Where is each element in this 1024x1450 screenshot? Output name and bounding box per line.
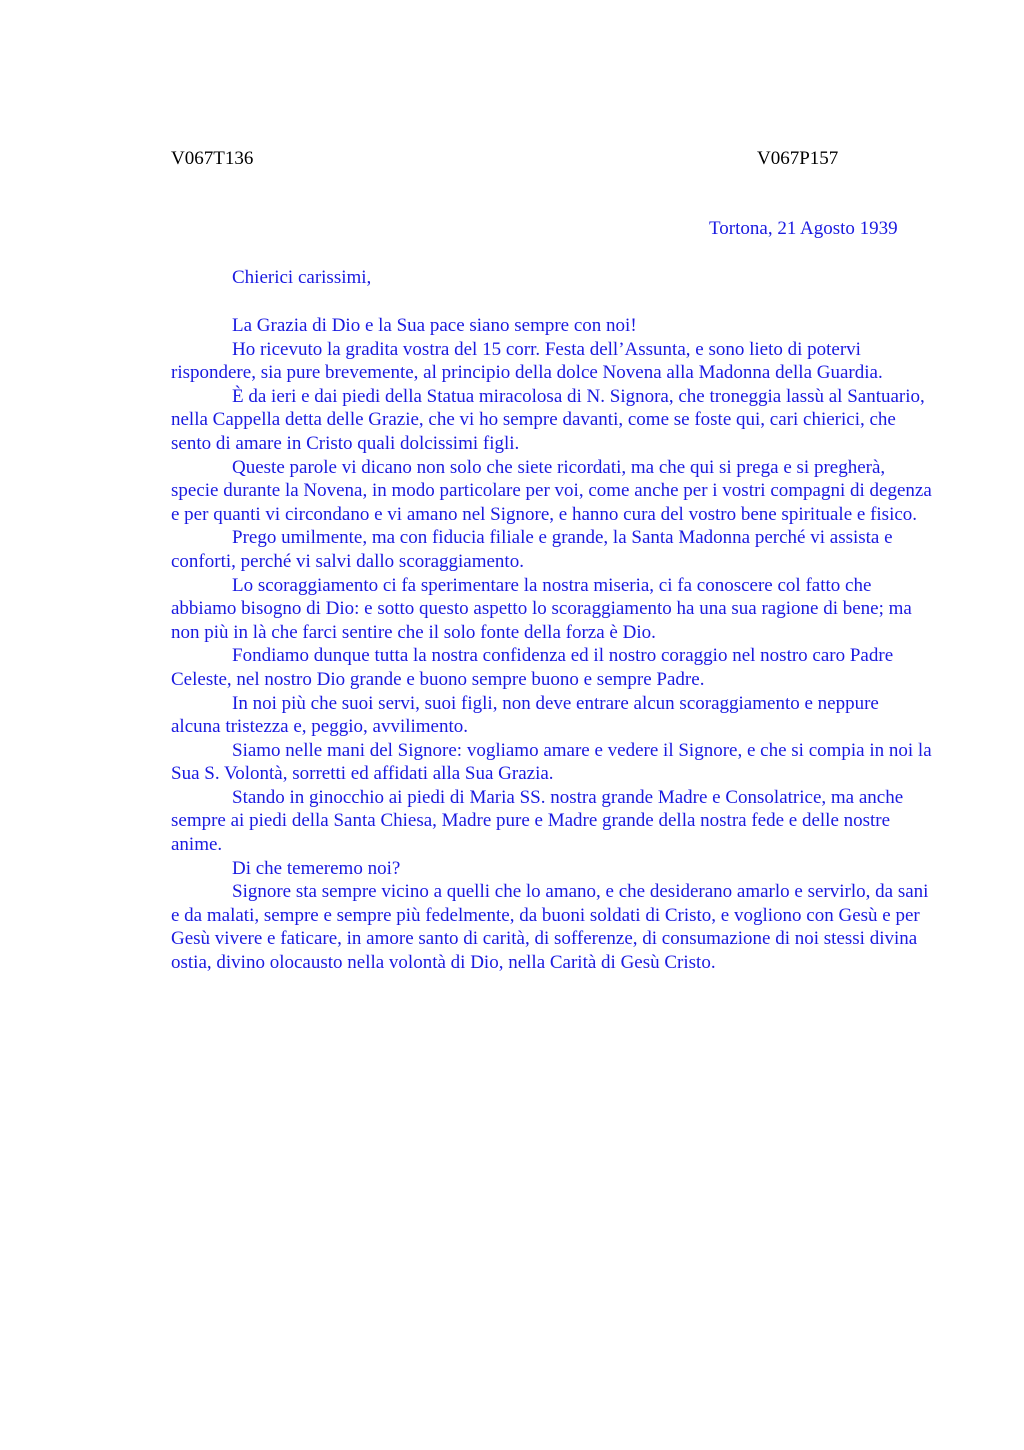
- place-and-date: Tortona, 21 Agosto 1939: [709, 218, 898, 239]
- salutation: Chierici carissimi,: [232, 267, 372, 288]
- paragraph: In noi più che suoi servi, suoi figli, non deve entrare alcun scoraggiamento e neppure alcuna tristezza e, peggio, avvilimento.: [171, 692, 879, 738]
- document-code-left: V067T136: [171, 148, 254, 169]
- paragraph: Di che temeremo noi?: [232, 857, 401, 879]
- paragraph: Ho ricevuto la gradita vostra del 15 corr. Festa dell’Assunta, e sono lieto di potervi rispondere, sia pure brevemente, al principio della dolce Novena alla Madonna della Guardia.: [171, 338, 883, 384]
- paragraph: È da ieri e dai piedi della Statua miracolosa di N. Signora, che troneggia lassù al Santuario, nella Cappella detta delle Grazie, che vi ho sempre davanti, come se foste qui, cari chierici, che sento di amare in Cristo quali dolcissimi figli.: [171, 385, 925, 454]
- paragraph: Prego umilmente, ma con fiducia filiale e grande, la Santa Madonna perché vi assista e conforti, perché vi salvi dallo scoraggiamento.: [171, 527, 893, 572]
- paragraph: Siamo nelle mani del Signore: vogliamo amare e vedere il Signore, e che si compia in noi la Sua S. Volontà, sorretti ed affidati alla Sua Grazia.: [171, 739, 932, 785]
- paragraph: Stando in ginocchio ai piedi di Maria SS. nostra grande Madre e Consolatrice, ma anche sempre ai piedi della Santa Chiesa, Madre pure e Madre grande della nostra fede e delle nostre anime.: [171, 786, 904, 856]
- paragraph: Signore sta sempre vicino a quelli che lo amano, e che desiderano amarlo e servirlo, da sani e da malati, sempre e sempre più fedelmente, da buoni soldati di Cristo, e vogliono con Gesù e per Gesù vivere e faticare, in amore santo di carità, di sofferenze, di consumazione di noi stessi divina ostia, divino olocausto nella volontà di Dio, nella Carità di Gesù Cristo.: [171, 881, 929, 974]
- letter-body: [171, 314, 933, 975]
- paragraph: Lo scoraggiamento ci fa sperimentare la nostra miseria, ci fa conoscere col fatto che abbiamo bisogno di Dio: e sotto questo aspetto lo scoraggiamento ha una sua ragione di bene; ma non più in là che farci sentire che il solo fonte della forza è Dio.: [171, 574, 912, 643]
- paragraph: Fondiamo dunque tutta la nostra confidenza ed il nostro coraggio nel nostro caro Padre Celeste, nel nostro Dio grande e buono sempre buono e sempre Padre.: [171, 645, 894, 690]
- paragraph: La Grazia di Dio e la Sua pace siano sempre con noi!: [232, 315, 637, 336]
- paragraph: Queste parole vi dicano non solo che siete ricordati, ma che qui si prega e si pregherà, specie durante la Novena, in modo particolare per voi, come anche per i vostri compagni di degenza e per quanti vi circondano e vi amano nel Signore, e hanno cura del vostro bene spirituale e fisico.: [171, 456, 932, 525]
- document-code-right: V067P157: [757, 148, 839, 169]
